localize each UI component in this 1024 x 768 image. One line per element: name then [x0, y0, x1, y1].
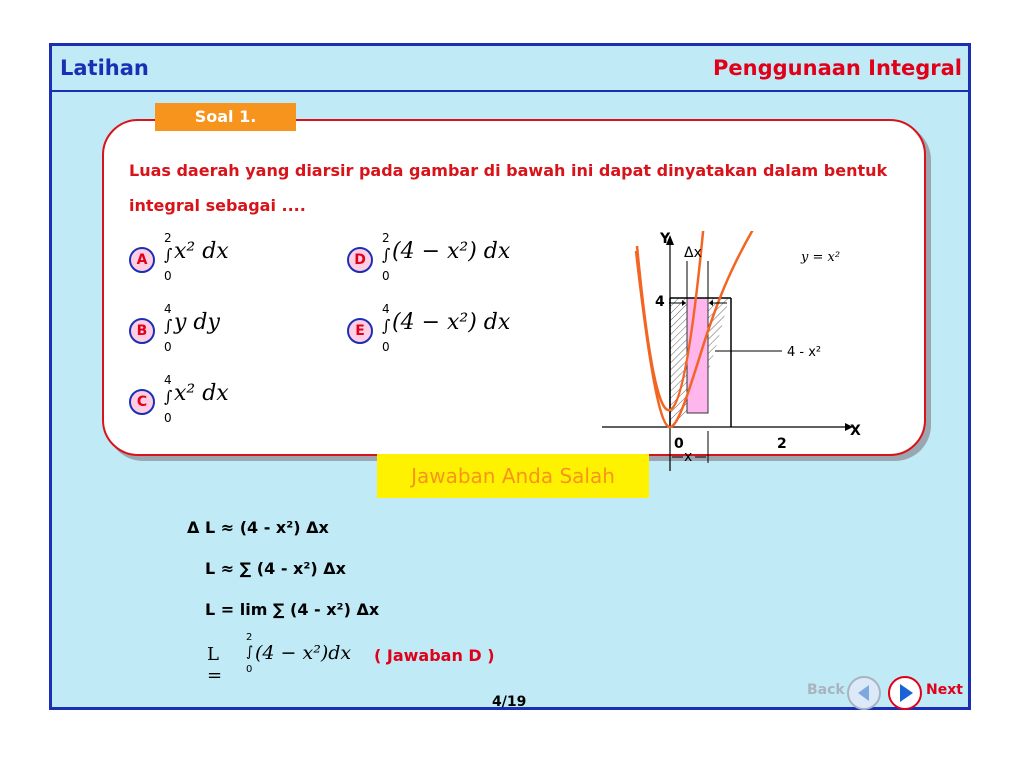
- option-letter-d[interactable]: D: [347, 247, 373, 273]
- integral-sign: ∫: [382, 316, 391, 335]
- x-distance-label: x: [684, 449, 693, 465]
- parabola-graph: [597, 231, 867, 471]
- integrand: (4 − x²) dx: [392, 310, 511, 335]
- solution-line-1: Δ L ≈ (4 - x²) Δx: [187, 518, 329, 537]
- option-letter-e[interactable]: E: [347, 318, 373, 344]
- slide-header: [52, 46, 968, 92]
- option-e[interactable]: [347, 304, 597, 364]
- delta-label: Δx: [684, 245, 702, 261]
- option-letter-a[interactable]: A: [129, 247, 155, 273]
- integrand: y dy: [174, 310, 220, 335]
- option-a[interactable]: [129, 233, 379, 293]
- x-tick-2: 2: [777, 436, 787, 452]
- solution-line-2: L ≈ ∑ (4 - x²) Δx: [205, 559, 346, 578]
- feedback-banner: Jawaban Anda Salah: [377, 454, 649, 498]
- y-axis-label: Y: [660, 231, 671, 247]
- answer-label: ( Jawaban D ): [374, 646, 495, 665]
- x-axis-label: X: [850, 423, 861, 439]
- option-letter-b[interactable]: B: [129, 318, 155, 344]
- lower-limit: 0: [382, 269, 390, 283]
- integral-sign: ∫: [164, 245, 173, 264]
- option-c[interactable]: [129, 375, 379, 435]
- upper-limit: 2: [164, 231, 172, 245]
- lower-limit: 0: [164, 269, 172, 283]
- question-tab: Soal 1.: [155, 103, 296, 131]
- upper-limit: 4: [164, 302, 172, 316]
- page-number: 4/19: [492, 694, 527, 710]
- upper-limit: 4: [164, 373, 172, 387]
- lower-limit: 0: [164, 411, 172, 425]
- curve-label: y = x²: [801, 250, 841, 265]
- final-prefix: L =: [207, 644, 223, 686]
- back-arrow-icon: [849, 678, 879, 708]
- height-label: 4 - x²: [787, 345, 822, 360]
- integrand: x² dx: [174, 239, 229, 264]
- y-tick-4: 4: [655, 294, 665, 310]
- option-letter-c[interactable]: C: [129, 389, 155, 415]
- integrand: (4 − x²) dx: [392, 239, 511, 264]
- option-b[interactable]: [129, 304, 379, 364]
- topic-title: Penggunaan Integral: [713, 56, 962, 80]
- final-integral-sign: ∫: [246, 644, 254, 660]
- final-integrand: (4 − x²)dx: [255, 642, 352, 664]
- question-text: Luas daerah yang diarsir pada gambar di bawah ini dapat dinyatakan dalam bentuk integral sebagai ....: [129, 161, 888, 215]
- lower-limit: 0: [164, 340, 172, 354]
- final-lower: 0: [246, 664, 253, 675]
- integral-sign: ∫: [382, 245, 391, 264]
- lower-limit: 0: [382, 340, 390, 354]
- solution-line-3: L = lim ∑ (4 - x²) Δx: [205, 600, 380, 619]
- back-label[interactable]: Back: [807, 682, 845, 698]
- integrand: x² dx: [174, 381, 229, 406]
- integral-sign: ∫: [164, 316, 173, 335]
- section-title: Latihan: [60, 56, 149, 80]
- back-button[interactable]: [847, 676, 881, 710]
- integral-sign: ∫: [164, 387, 173, 406]
- x-tick-0: 0: [674, 436, 684, 452]
- final-upper: 2: [246, 632, 253, 643]
- upper-limit: 4: [382, 302, 390, 316]
- upper-limit: 2: [382, 231, 390, 245]
- slide-frame: [49, 43, 971, 710]
- next-button[interactable]: [888, 676, 922, 710]
- option-d[interactable]: [347, 233, 597, 293]
- next-label[interactable]: Next: [926, 682, 963, 698]
- delta-strip: [687, 298, 708, 413]
- next-arrow-icon: [890, 678, 920, 708]
